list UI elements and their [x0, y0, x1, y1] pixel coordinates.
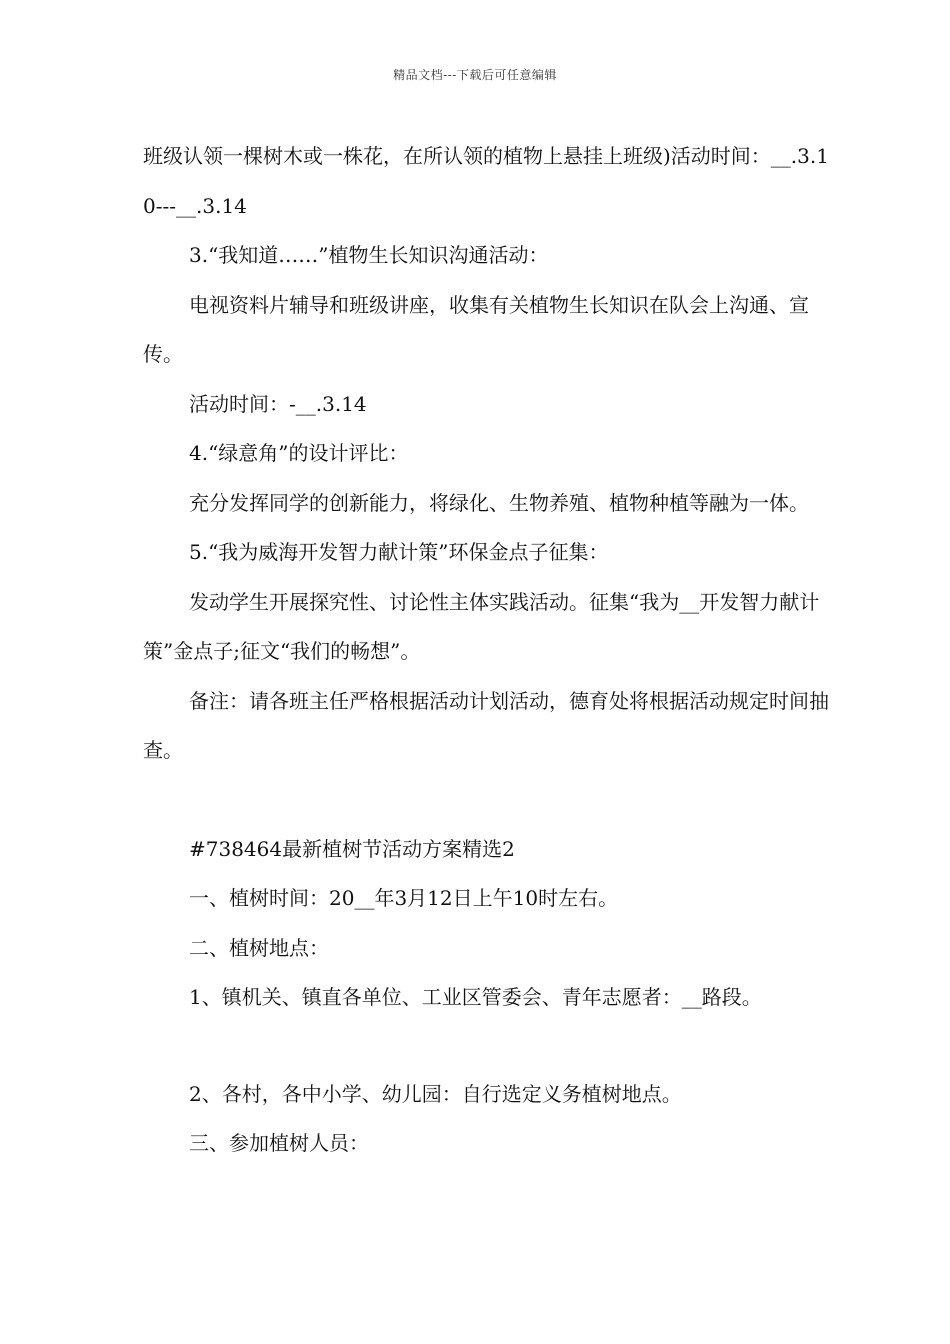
paragraph-item-5-title: 5.“我为威海开发智力献计策”环保金点子征集：: [189, 540, 609, 564]
paragraph-item-5-body: 发动学生开展探究性、讨论性主体实践活动。征集“我为__开发智力献计策”金点子;征文“我们的畅想”。: [143, 589, 820, 663]
paragraph-item-3-time: 活动时间：-__.3.14: [189, 391, 367, 416]
paragraph-item-4-title: 4.“绿意角”的设计评比：: [189, 441, 409, 465]
paragraph-planting-time: 一、植树时间：20__年3月12日上午10时左右。: [189, 886, 619, 910]
paragraph-note: 备注：请各班主任严格根据活动计划活动，德育处将根据活动规定时间抽查。: [143, 688, 829, 762]
section-title-plan-2: #738464最新植树节活动方案精选2: [189, 836, 515, 861]
page-header: 精品文档---下载后可任意编辑: [393, 68, 557, 82]
paragraph-location-2: 2、各村，各中小学、幼儿园：自行选定义务植树地点。: [189, 1081, 682, 1106]
paragraph-item-3-title: 3.“我知道……”植物生长知识沟通活动：: [189, 243, 549, 267]
paragraph-class-adoption: 班级认领一棵树木或一株花，在所认领的植物上悬挂上班级)活动时间：__.3.10---__.3.14: [143, 144, 829, 218]
paragraph-participants-title: 三、参加植树人员：: [189, 1131, 369, 1155]
paragraph-item-3-body: 电视资料片辅导和班级讲座，收集有关植物生长知识在队会上沟通、宣传。: [143, 292, 809, 366]
paragraph-planting-location-title: 二、植树地点：: [189, 935, 329, 960]
paragraph-item-4-body: 充分发挥同学的创新能力，将绿化、生物养殖、植物种植等融为一体。: [189, 490, 809, 515]
paragraph-location-1: 1、镇机关、镇直各单位、工业区管委会、青年志愿者：__路段。: [189, 985, 762, 1009]
document-body: [143, 132, 833, 1169]
